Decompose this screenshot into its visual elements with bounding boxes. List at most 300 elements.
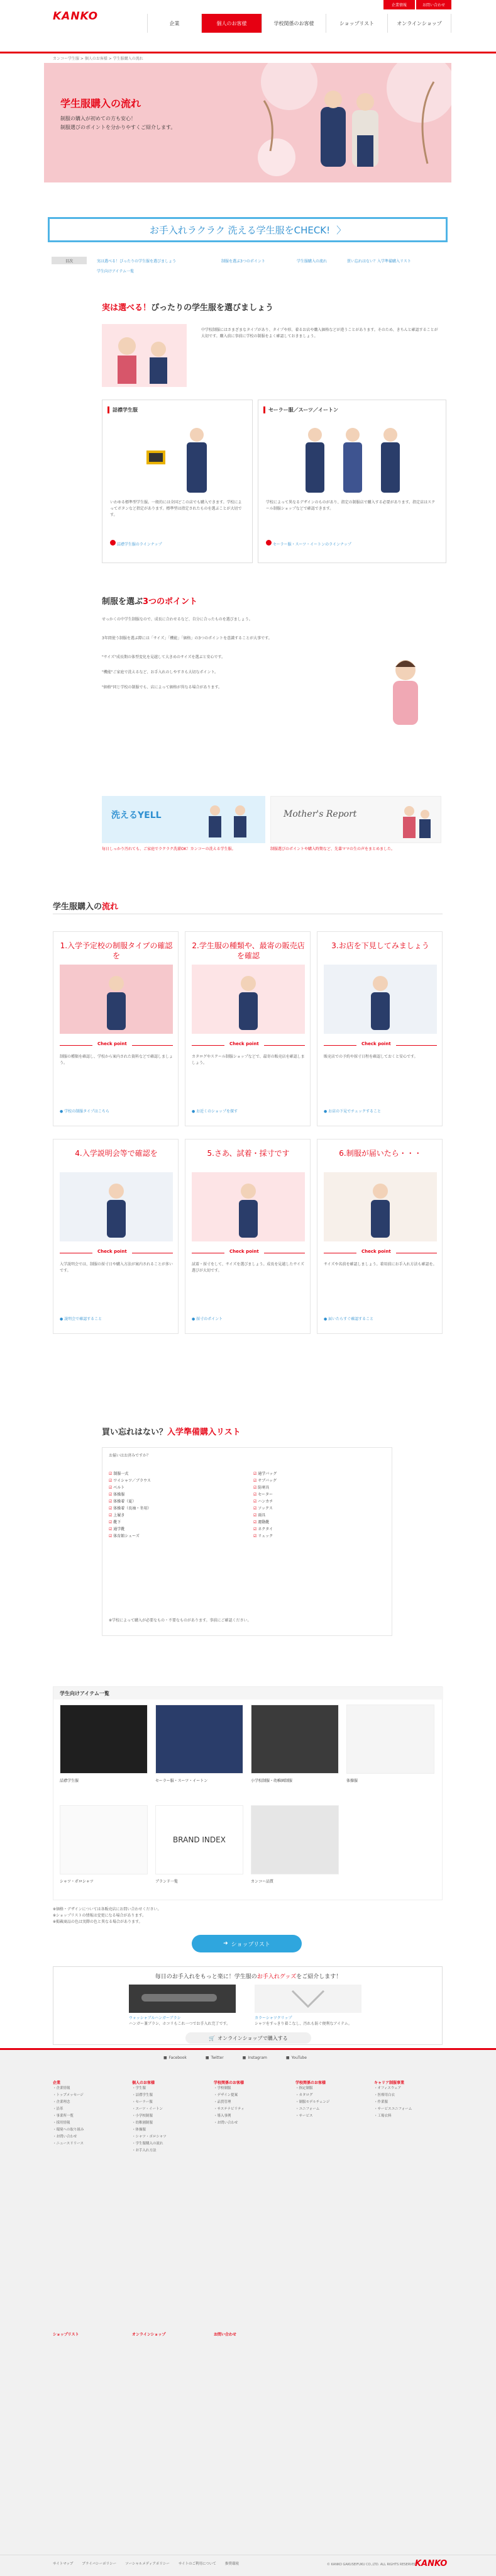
- flow-step-link[interactable]: ● お店の下見でチェックすること: [324, 1109, 381, 1114]
- checklist-left-item[interactable]: [109, 1491, 234, 1498]
- collar-clip-image[interactable]: [255, 1985, 361, 2013]
- footer-bottom-links: [53, 2561, 239, 2568]
- checklist-left-item-label: 制服一式: [113, 1472, 129, 1476]
- flow-step-card: [185, 931, 311, 1126]
- footer-link[interactable]: ・工場衣料: [374, 2114, 392, 2118]
- checklist-title: [102, 1425, 241, 1437]
- mother-illustration: [371, 654, 440, 730]
- footer-bottom-link[interactable]: サイトのご利用について: [178, 2562, 216, 2566]
- section-points-title-main: 制服を選ぶ: [102, 597, 143, 607]
- arrow-icon: [110, 540, 116, 546]
- checklist-left-item-label: 体操着（夏）: [113, 1499, 136, 1504]
- checklist-left-item[interactable]: [109, 1498, 234, 1505]
- flow-step-illustration: [192, 1172, 305, 1241]
- footer-bottom-link[interactable]: 推奨環境: [224, 2562, 239, 2566]
- item-card[interactable]: [251, 1805, 339, 1900]
- point-size: "サイズ"成長期の体型変化を見越して大きめのサイズを選ぶと安心です。: [102, 655, 226, 659]
- hero-title: 学生服購入の流れ: [60, 98, 141, 109]
- footer-col-2-links: [132, 2085, 167, 2154]
- family-illustration: [102, 324, 187, 387]
- checklist-intro: お揃いはお済みですか？: [109, 1453, 151, 1458]
- checklist-box: [102, 1447, 392, 1636]
- checklist-right-item-label: 雨具: [258, 1513, 266, 1518]
- point-function: "機能"ご家庭で洗えるなど、お手入れのしやすさも大切なポイント。: [102, 670, 218, 675]
- care-goods-box: [53, 1966, 443, 2045]
- checklist-left: [109, 1470, 234, 1540]
- card-sailor-suit-text: 学校によって異なるデザインのものがあり、指定の制服店で購入する必要があります。指定店はスクール制服ショップなどで確認できます。: [266, 500, 436, 511]
- checklist-left-item[interactable]: [109, 1512, 234, 1519]
- footer-link[interactable]: ・お問い合わせ: [53, 2135, 77, 2139]
- flow-step-illustration: [324, 965, 437, 1034]
- checkbox-icon: ☑: [109, 1520, 114, 1525]
- checklist-note: ※学校によって購入が必要なもの・不要なものがあります。事前にご確認ください。: [109, 1618, 251, 1623]
- checkpoint-text: サイズや名前を確認しましょう。着用前にお手入れ方法も確認を。: [324, 1262, 437, 1267]
- checkbox-icon: ☑: [253, 1472, 258, 1476]
- checkbox-icon: ☑: [253, 1486, 258, 1490]
- promo-mothers-report-text: 制服選びのポイントや購入時期など、先輩ママの生の声をまとめました。: [270, 847, 395, 851]
- flow-step-link[interactable]: ● 説明会で確認すること: [60, 1317, 102, 1321]
- section-choose-paragraph: 中学校制服にはさまざまなタイプがあり、タイプや形、着るお店や購入価格などが違うことがあります。そのため、きちんと確認することが大切です。購入前に事前に学校の制服をよく確認しておきましょう。: [201, 328, 438, 339]
- checklist-right: [253, 1470, 379, 1540]
- promo-washable[interactable]: [102, 796, 265, 843]
- item-image: [251, 1705, 339, 1774]
- checkpoint-label: Check point: [224, 1249, 264, 1254]
- social-links: [163, 2056, 307, 2060]
- footer-col-1: [53, 2080, 84, 2148]
- checklist-right-item[interactable]: [253, 1484, 379, 1491]
- hero-text-line-1: 制服の購入が初めての方も安心！: [60, 116, 136, 121]
- checklist-left-item-label: 体操着（長袖・冬用）: [113, 1506, 152, 1511]
- toc-link-1[interactable]: 実は選べる！ぴったりの学生服を選びましょう: [97, 259, 177, 264]
- checklist-right-item[interactable]: [253, 1519, 379, 1526]
- flow-step-card: [53, 1139, 179, 1334]
- item-image: [251, 1805, 339, 1874]
- flow-step-card: [317, 931, 443, 1126]
- footer-link[interactable]: ・トップメッセージ: [53, 2093, 84, 2097]
- item-name: 小学校制服・幼稚園制服: [251, 1779, 293, 1783]
- footer-link[interactable]: ・カタログ: [295, 2093, 313, 2097]
- checklist-right-item[interactable]: [253, 1526, 379, 1533]
- section-points-paragraph: せっかくの中学生制服なので、成長に合わせるなど、自分に合ったものを選びましょう。: [102, 617, 253, 622]
- flow-step-link[interactable]: ● 学校の制服タイプはこちら: [60, 1109, 109, 1114]
- flow-step-title: 3.お店を下見してみましょう: [331, 941, 429, 950]
- note-3: ※掲載商品の色は実際の色と異なる場合があります。: [53, 1920, 143, 1924]
- checklist-right-item-label: セーター: [258, 1492, 273, 1497]
- arrow-icon: [266, 540, 272, 546]
- nav-corporate[interactable]: 企業: [147, 14, 201, 33]
- footer-bottom-link[interactable]: サイトマップ: [53, 2562, 74, 2566]
- footer-col-3-links: [214, 2085, 245, 2127]
- checkbox-icon: ☑: [109, 1499, 114, 1504]
- item-image: [60, 1805, 148, 1874]
- card-sailor-suit-link-label: セーラー服・スーツ・イートンのラインナップ: [272, 542, 351, 547]
- notes: [53, 1907, 443, 1925]
- item-name: セーラー服・スーツ・イートン: [155, 1779, 208, 1783]
- checklist-right-item-label: サブバッグ: [258, 1479, 277, 1483]
- promo-washable-text: 毎日しっかり汚れても、ご家庭でラクラク洗濯OK！カンコーの洗える学生服。: [102, 847, 236, 851]
- hero-illustration: [251, 63, 451, 182]
- promo-washable-logo: 洗えるYELL: [111, 810, 162, 820]
- checkpoint-label: Check point: [356, 1249, 396, 1254]
- footer-shop-head[interactable]: ショップリスト: [53, 2332, 79, 2337]
- checkpoint-label: Check point: [224, 1041, 264, 1046]
- breadcrumb[interactable]: カンコー学生服 > 個人のお客様 > 学生服購入の流れ: [53, 57, 143, 61]
- checklist-right-item[interactable]: [253, 1505, 379, 1512]
- footer-link[interactable]: ・オフィスウェア: [374, 2086, 402, 2090]
- hero-text-line-2: 制服選びのポイントを分かりやすくご紹介します。: [60, 125, 176, 130]
- item-image: BRAND INDEX: [155, 1805, 243, 1874]
- checklist-right-item[interactable]: [253, 1470, 379, 1477]
- item-image: [60, 1705, 148, 1774]
- checklist-left-item-label: ワイシャツ／ブラウス: [113, 1479, 151, 1483]
- footer-link[interactable]: ・指定制服: [295, 2086, 313, 2090]
- checklist-left-item-label: 靴下: [113, 1520, 121, 1525]
- twitter-label: Twitter: [211, 2056, 224, 2060]
- footer-red-line: [0, 2048, 496, 2050]
- checklist-left-item[interactable]: [109, 1533, 234, 1540]
- flow-step-card: [53, 931, 179, 1126]
- care-item-2-text: シャツをすっきり着こなし、汚れも防ぐ便利なアイテム。: [255, 2022, 352, 2026]
- flow-step-title: 2.学生服の種類や、最寄の販売店を確認: [192, 941, 305, 960]
- item-name: シャツ・ポロシャツ: [60, 1879, 94, 1884]
- toc-link-2[interactable]: 制服を選ぶ3つのポイント: [221, 259, 265, 264]
- checkpoint-text: 入学説明会では、制服の採寸日や購入方法が案内されることが多いです。: [60, 1262, 174, 1273]
- card-tsume-eri-text: いわゆる標準型学生服。一般的には全国どこの店でも購入できます。学校によってボタンなど指定があります。標準型は指定されたものを選ぶことが大切です。: [110, 500, 242, 517]
- footer-link[interactable]: ・企業理念: [53, 2100, 70, 2104]
- checklist-title-accent: 入学準備購入リスト: [167, 1428, 241, 1437]
- banner-label: お手入れラクラク 洗える学生服をCHECK!: [149, 224, 331, 236]
- checklist-right-item-label: リュック: [258, 1534, 273, 1538]
- flow-step-illustration: [60, 1172, 173, 1241]
- promo-mothers-report[interactable]: [270, 796, 441, 843]
- table-of-contents: [52, 257, 445, 282]
- checklist-right-item-label: 運動靴: [258, 1520, 270, 1525]
- checkbox-icon: ☑: [253, 1527, 258, 1532]
- footer-col-2: [132, 2080, 167, 2154]
- checklist-left-item[interactable]: [109, 1519, 234, 1526]
- checklist-right-item-label: ネクタイ: [258, 1527, 273, 1532]
- checkbox-icon: ☑: [109, 1486, 114, 1490]
- footer-link[interactable]: ・シャツ・ポロシャツ: [132, 2135, 167, 2139]
- checklist-left-item[interactable]: [109, 1477, 234, 1484]
- checklist-right-item-label: ハンカチ: [258, 1499, 273, 1504]
- flow-step-link[interactable]: ● 採寸のポイント: [192, 1317, 223, 1321]
- youtube-label: YouTube: [291, 2056, 307, 2060]
- checklist-left-item-label: 上履き: [113, 1513, 125, 1518]
- flow-step-title: 6.制服が届いたら・・・: [339, 1149, 422, 1158]
- checkbox-icon: ☑: [253, 1513, 258, 1518]
- footer-online-head[interactable]: オンラインショップ: [132, 2332, 166, 2337]
- checklist-left-item-label: ベルト: [113, 1486, 125, 1490]
- flow-title: [53, 900, 118, 912]
- site-header: [0, 0, 496, 53]
- checkbox-icon: ☑: [253, 1499, 258, 1504]
- footer-link[interactable]: ・作業服: [374, 2100, 389, 2104]
- care-item-1-name[interactable]: ウォッシャブルハンガーブラシ: [129, 2016, 181, 2020]
- footer-contact-head[interactable]: お問い合わせ: [214, 2332, 237, 2337]
- footer-col-1-head: 企業: [53, 2081, 61, 2085]
- flow-title-accent: 流れ: [102, 902, 119, 912]
- chevron-right-icon: 〉: [336, 224, 346, 236]
- footer-link[interactable]: ・サステナビリティ: [214, 2107, 245, 2111]
- footer-link[interactable]: ・制服モデルチェンジ: [295, 2100, 330, 2104]
- points-list: [102, 654, 366, 691]
- footer-link[interactable]: ・企業情報: [53, 2086, 70, 2090]
- items-title: 学生向けアイテム一覧: [60, 1691, 109, 1696]
- footer-link[interactable]: ・品質管理: [214, 2100, 231, 2104]
- footer-col-4-links: [295, 2085, 329, 2120]
- footer-bottom-link[interactable]: プライバシーポリシー: [82, 2562, 117, 2566]
- footer-link[interactable]: ・サービス: [295, 2114, 313, 2118]
- item-card[interactable]: [60, 1805, 148, 1900]
- instagram-icon: ■: [242, 2056, 246, 2060]
- washable-uniform-banner[interactable]: [48, 217, 448, 242]
- items-section: [53, 1686, 443, 1900]
- note-1: ※価格・デザインについては各販売店にお問い合わせください。: [53, 1907, 162, 1912]
- footer-link[interactable]: ・お問い合わせ: [214, 2121, 238, 2125]
- flow-step-title: 5.さあ、試着・採寸です: [207, 1149, 290, 1158]
- item-image: [346, 1705, 434, 1774]
- section-points-paragraph-2: 3年間使う制服を選ぶ際には「サイズ」「機能」「価格」の3つのポイントを意識することが大事です。: [102, 636, 272, 641]
- checklist-left-item[interactable]: [109, 1484, 234, 1491]
- nav-shoplist[interactable]: ショップリスト: [326, 14, 387, 33]
- footer-link[interactable]: ・体操服: [132, 2128, 146, 2132]
- checkbox-icon: ☑: [253, 1479, 258, 1483]
- care-title-a: 毎日のお手入れをもっと楽に！学生服の: [155, 1974, 257, 1980]
- card-sailor-suit-link[interactable]: [266, 540, 351, 547]
- checklist-right-item[interactable]: [253, 1533, 379, 1540]
- item-name: 体操服: [346, 1779, 358, 1783]
- footer-col-5-links: [374, 2085, 412, 2120]
- nav-online-shop[interactable]: オンラインショップ: [387, 14, 451, 33]
- flow-step-card: [185, 1139, 311, 1334]
- footer-link[interactable]: ・デザイン提案: [214, 2093, 238, 2097]
- care-item-2-name[interactable]: カラーシャツクリップ: [255, 2016, 292, 2020]
- youtube-icon: ■: [285, 2056, 290, 2060]
- flow-step-link[interactable]: ● お近くのショップを探す: [192, 1109, 238, 1114]
- item-card[interactable]: [346, 1705, 434, 1799]
- footer-col-2-head: 個人のお客様: [132, 2081, 155, 2085]
- footer-link[interactable]: ・スーツ・イートン: [132, 2107, 163, 2111]
- checkbox-icon: ☑: [109, 1513, 114, 1518]
- toc-link-5[interactable]: 学生向けアイテム一覧: [97, 269, 135, 274]
- footer-col-5: [374, 2080, 412, 2120]
- person-head: [109, 976, 124, 991]
- checkpoint-text: 販売店での予約や採寸日程を確認しておくと安心です。: [324, 1055, 418, 1059]
- footer-col-5-head: キャリア制服事業: [374, 2081, 405, 2085]
- card-tsume-eri-link[interactable]: [110, 540, 162, 547]
- footer-link[interactable]: ・セーラー服: [132, 2100, 153, 2104]
- checklist-left-item[interactable]: [109, 1470, 234, 1477]
- shoplist-button-label: ショップリスト: [231, 1941, 270, 1948]
- checkbox-icon: ☑: [109, 1472, 114, 1476]
- person-body: [107, 992, 126, 1030]
- checkbox-icon: ☑: [109, 1534, 114, 1538]
- care-title-b: お手入れグッズ: [256, 1974, 297, 1980]
- footer-link[interactable]: ・ユニフォーム: [295, 2107, 320, 2111]
- footer-bottom-link[interactable]: ソーシャルメディアポリシー: [125, 2562, 170, 2566]
- checklist-right-item-label: 通学バッグ: [258, 1472, 277, 1476]
- flow-step-link[interactable]: ● 届いたらすぐ確認すること: [324, 1317, 374, 1321]
- flow-step-illustration: [192, 965, 305, 1034]
- item-card[interactable]: [155, 1705, 243, 1799]
- person-head: [109, 1184, 124, 1199]
- youtube-link[interactable]: [286, 2056, 307, 2060]
- person-body: [239, 1200, 258, 1238]
- card-sailor-suit-head: セーラー服／スーツ／イートン: [263, 406, 338, 413]
- checkpoint-label: Check point: [356, 1041, 396, 1046]
- flow-step-card: [317, 1139, 443, 1334]
- footer-link[interactable]: ・詰襟学生服: [132, 2093, 153, 2097]
- checkpoint-label: Check point: [92, 1249, 132, 1254]
- instagram-label: Instagram: [248, 2056, 267, 2060]
- footer-link[interactable]: ・ニュースリリース: [53, 2142, 84, 2146]
- checklist-title-main: 買い忘れはない？: [102, 1428, 168, 1437]
- footer-link[interactable]: ・サービスユニフォーム: [374, 2107, 412, 2111]
- footer-col-3-head: 学校関係のお客様: [214, 2081, 245, 2085]
- person-body: [371, 1200, 390, 1238]
- instagram-link[interactable]: [243, 2056, 267, 2060]
- person-head: [241, 976, 256, 991]
- contact-button[interactable]: お問い合わせ: [416, 0, 451, 9]
- hero-text: [60, 115, 199, 132]
- footer-logo[interactable]: KANKO: [415, 2559, 448, 2568]
- section-points-title: [102, 595, 197, 607]
- footer-col-1-links: [53, 2085, 84, 2148]
- section-choose-title-accent: 実は選べる！: [102, 303, 152, 313]
- hero-banner: [44, 63, 451, 182]
- flow-title-main: 学生服購入の: [53, 902, 102, 912]
- arrow-right-icon: ➜: [223, 1940, 228, 1947]
- flow-step-illustration: [60, 965, 173, 1034]
- care-title: [53, 1972, 443, 1980]
- footer-link[interactable]: ・事業所一覧: [53, 2114, 74, 2118]
- checklist-left-item[interactable]: [109, 1505, 234, 1512]
- checkbox-icon: ☑: [109, 1527, 114, 1532]
- checklist-right-item[interactable]: [253, 1512, 379, 1519]
- toc-link-3[interactable]: 学生服購入の流れ: [297, 259, 328, 264]
- gakuran-illustration: [140, 425, 222, 495]
- footer-link[interactable]: ・幼稚園制服: [132, 2121, 153, 2125]
- online-shop-button[interactable]: [185, 2032, 311, 2044]
- section-choose-title: [102, 301, 273, 313]
- site-footer: [0, 2048, 496, 2576]
- card-tsume-eri: [102, 400, 253, 563]
- facebook-label: Facebook: [168, 2056, 187, 2060]
- checklist-left-item-label: 通学靴: [113, 1527, 125, 1532]
- hanger-brush-image[interactable]: [129, 1985, 236, 2013]
- cart-icon: 🛒: [209, 2035, 216, 2041]
- item-card[interactable]: [155, 1805, 243, 1900]
- footer-link[interactable]: ・沿革: [53, 2107, 63, 2111]
- item-name: カンコー品質: [251, 1879, 274, 1884]
- facebook-link[interactable]: [163, 2056, 187, 2060]
- checklist-left-item[interactable]: [109, 1526, 234, 1533]
- nav-individual[interactable]: 個人のお客様: [201, 14, 262, 33]
- mother-child-illustration: [397, 802, 434, 839]
- checklist-right-item[interactable]: [253, 1498, 379, 1505]
- checkpoint-label: Check point: [92, 1041, 132, 1046]
- item-name: ブランド一覧: [155, 1879, 179, 1884]
- toc-label: 目次: [52, 257, 87, 264]
- card-tsume-eri-head: 詰襟学生服: [107, 406, 138, 413]
- footer-col-3: [214, 2080, 245, 2127]
- items-header-bar: [53, 1687, 443, 1700]
- footer-link[interactable]: ・お手入れ方法: [132, 2149, 157, 2153]
- checkpoint-text: 試着・採寸をして、サイズを選びましょう。成長を見越したサイズ選びが大切です。: [192, 1262, 304, 1273]
- footer-link[interactable]: ・医療用白衣: [374, 2093, 395, 2097]
- checklist-left-item-label: 体操服: [113, 1492, 125, 1497]
- checkbox-icon: ☑: [253, 1492, 258, 1497]
- footer-link[interactable]: ・小学校制服: [132, 2114, 153, 2118]
- note-2: ※ショップリストの情報は変更になる場合があります。: [53, 1913, 146, 1918]
- footer-link[interactable]: ・学生服購入の流れ: [132, 2142, 163, 2146]
- flow-step-illustration: [324, 1172, 437, 1241]
- item-name: 詰襟学生服: [60, 1779, 79, 1783]
- checkbox-icon: ☑: [253, 1534, 258, 1538]
- promo-mothers-report-logo: Mother's Report: [284, 809, 357, 819]
- checklist-right-item-label: ソックス: [258, 1506, 273, 1511]
- checkbox-icon: ☑: [109, 1506, 114, 1511]
- kanko-logo[interactable]: KANKO: [53, 10, 99, 23]
- section-choose-title-main: ぴったりの学生服を選びましょう: [151, 303, 274, 313]
- footer-link[interactable]: ・採用情報: [53, 2121, 70, 2125]
- person-body: [107, 1200, 126, 1238]
- online-shop-button-label: オンラインショップで購入する: [218, 2035, 288, 2041]
- care-title-c: をご紹介します！: [296, 1974, 342, 1980]
- person-head: [373, 1184, 388, 1199]
- washable-students-illustration: [196, 801, 259, 839]
- checklist-right-item[interactable]: [253, 1491, 379, 1498]
- footer-link[interactable]: ・学校制服: [214, 2086, 231, 2090]
- shoplist-button[interactable]: [192, 1935, 302, 1952]
- sailor-uniform-illustration: [290, 425, 416, 495]
- twitter-icon: ■: [205, 2056, 209, 2060]
- company-info-button[interactable]: 企業情報: [383, 0, 415, 9]
- footer-link[interactable]: ・導入事例: [214, 2114, 231, 2118]
- footer-link[interactable]: ・学生服: [132, 2086, 146, 2090]
- card-tsume-eri-link-label: 詰襟学生服のラインナップ: [116, 542, 162, 547]
- item-card[interactable]: [251, 1705, 339, 1799]
- checklist-right-item[interactable]: [253, 1477, 379, 1484]
- checkpoint-text: 制服の種類を確認し、学校から案内された資料などで確認しましょう。: [60, 1055, 174, 1065]
- facebook-icon: ■: [163, 2056, 167, 2060]
- footer-col-4-head: 学校関係のお客様: [295, 2081, 326, 2085]
- checkpoint-text: カタログやスクール制服ショップなどで、最寄の販売店を確認しましょう。: [192, 1055, 305, 1065]
- checkbox-icon: ☑: [109, 1479, 114, 1483]
- flow-step-title: 1.入学予定校の制服タイプの確認を: [60, 941, 173, 960]
- checkbox-icon: ☑: [253, 1506, 258, 1511]
- item-card[interactable]: [60, 1705, 148, 1799]
- twitter-link[interactable]: [206, 2056, 224, 2060]
- point-price: "価格"同じ学校の制服でも、店によって価格が異なる場合があります。: [102, 685, 223, 690]
- copyright: © KANKO GAKUSEIFUKU CO.,LTD. ALL RIGHTS RESERVED.: [327, 2563, 418, 2567]
- section-points-title-accent: 3つのポイント: [143, 597, 198, 607]
- person-head: [373, 976, 388, 991]
- card-sailor-suit: [258, 400, 446, 563]
- checklist-left-item-label: 体育館シューズ: [113, 1534, 140, 1538]
- nav-school[interactable]: 学校関係のお客様: [262, 14, 326, 33]
- person-body: [371, 992, 390, 1030]
- care-item-1-text: ハンガー兼ブラシ、ホコリもこれ一つでお手入れ完了です。: [129, 2022, 231, 2026]
- checklist-right-item-label: 防寒具: [258, 1486, 270, 1490]
- item-image: [155, 1705, 243, 1774]
- checkbox-icon: ☑: [253, 1520, 258, 1525]
- footer-link[interactable]: ・環境への取り組み: [53, 2128, 84, 2132]
- toc-link-4[interactable]: 買い忘れはない？入学準備購入リスト: [347, 259, 411, 264]
- person-head: [241, 1184, 256, 1199]
- checkbox-icon: ☑: [109, 1492, 114, 1497]
